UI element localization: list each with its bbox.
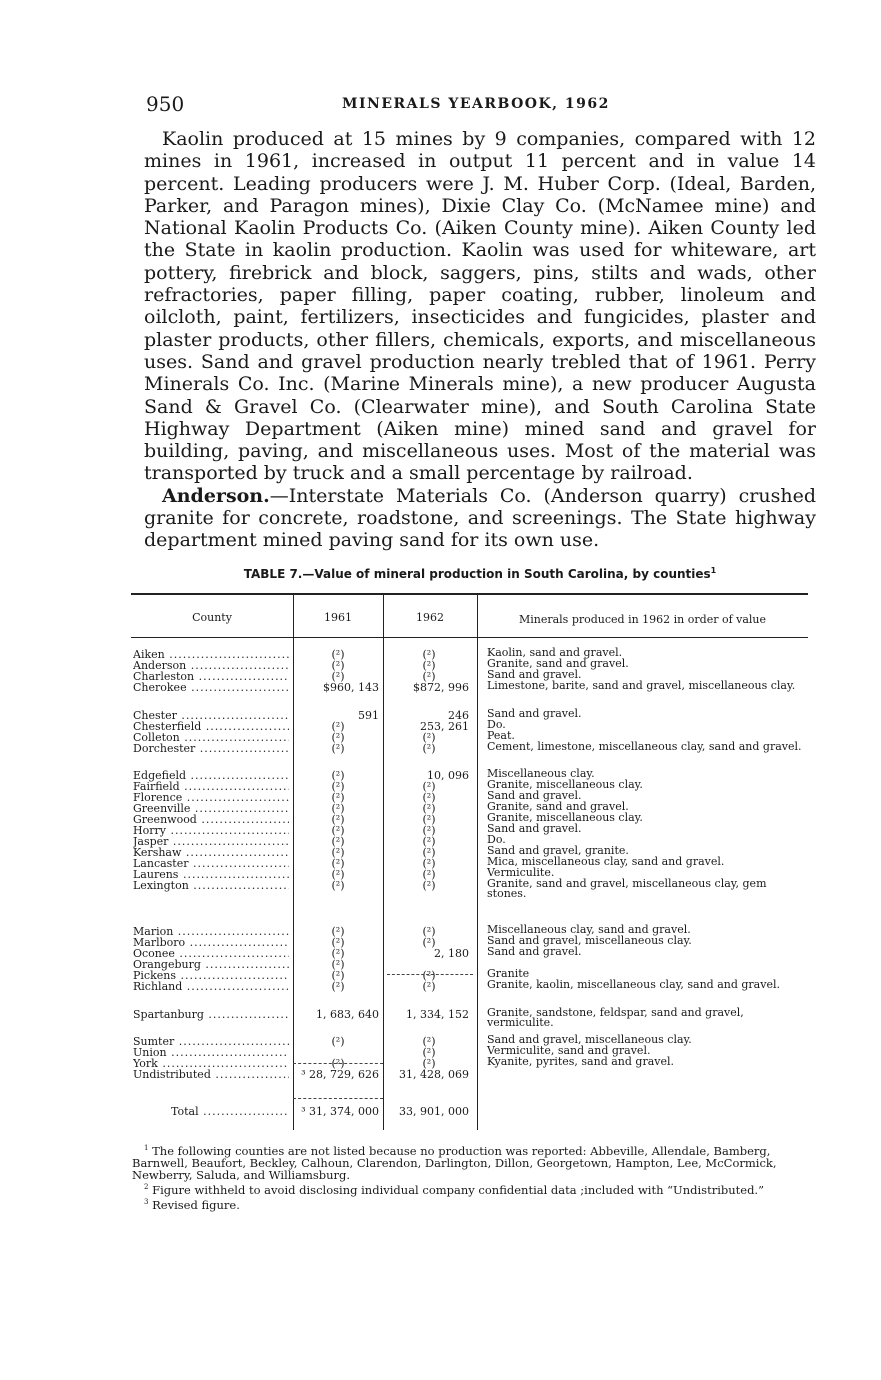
value-1961-cell: (²)	[331, 731, 345, 744]
value-1961-cell: (²)	[331, 879, 345, 892]
header-1961: 1961	[324, 611, 352, 624]
value-1961-cell: (²)	[331, 958, 345, 971]
value-1961-cell: (²)	[331, 980, 345, 993]
minerals-cell: Limestone, barite, sand and gravel, miscellaneous clay.	[487, 679, 796, 692]
footnote-1-mark: 1	[144, 1144, 149, 1152]
county-cell: Pickens .....	[133, 969, 289, 982]
total-1962: 33, 901, 000	[399, 1105, 469, 1118]
value-1961-cell: 1, 683, 640	[316, 1008, 379, 1021]
county-cell: Spartanburg .....	[133, 1008, 289, 1021]
header-1962: 1962	[416, 611, 444, 624]
separator-dashes	[293, 1098, 383, 1099]
value-1962-cell: (²)	[422, 1035, 436, 1048]
separator-dashes	[387, 974, 473, 975]
total-label: Total .....	[171, 1105, 289, 1118]
value-1961-cell: (²)	[331, 936, 345, 949]
value-1962-cell: (²)	[422, 936, 436, 949]
minerals-cell: Granite, miscellaneous clay.	[487, 778, 643, 791]
value-1962-cell: 1, 334, 152	[406, 1008, 469, 1021]
minerals-cell: Cement, limestone, miscellaneous clay, sand and gravel.	[487, 740, 802, 753]
value-1961-cell: 591	[358, 709, 379, 722]
table-caption-text: TABLE 7.—Value of mineral production in South Carolina, by counties	[243, 567, 711, 581]
minerals-cell: Peat.	[487, 729, 515, 742]
minerals-cell: Miscellaneous clay.	[487, 767, 595, 780]
minerals-cell: Granite, sandstone, feldspar, sand and gravel, vermiculite.	[487, 1006, 744, 1029]
minerals-cell: Do.	[487, 833, 506, 846]
county-cell: Richland .....	[133, 980, 289, 993]
minerals-cell: Vermiculite, sand and gravel.	[487, 1044, 651, 1057]
value-1961-cell: (²)	[331, 835, 345, 848]
value-1961-cell: (²)	[331, 742, 345, 755]
separator-dashes	[293, 1063, 383, 1064]
county-cell: Cherokee .....	[133, 681, 289, 694]
county-cell: Charleston .....	[133, 670, 289, 683]
value-1962-cell: 2, 180	[434, 947, 469, 960]
county-cell: Fairfield .....	[133, 780, 289, 793]
minerals-cell: Do.	[487, 718, 506, 731]
table-header-rule	[131, 637, 808, 638]
paragraph-kaolin: Kaolin produced at 15 mines by 9 companies, compared with 12 mines in 1961, increased in output 11 percent and in value 14 percent. Leading producers were J. M. Huber Corp. (Ideal, Barden, Parker, and Paragon mines), Dixie Clay Co. (McNamee mine) and National Kaolin Products Co. (Aiken County mine). Aiken County led the State in kaolin production. Kaolin was used for whiteware, art pottery, firebrick and block, saggers, pins, stilts and wads, other refractories, paper filling, paper coating, rubber, linoleum and oilcloth, paint, fertilizers, insecticides and fungicides, plaster and plaster products, other fillers, chemicals, exports, and miscellaneous uses. Sand and gravel production nearly trebled that of 1961. Perry Minerals Co. Inc. (Marine Minerals mine), a new producer Augusta Sand & Gravel Co. (Clearwater mine), and South Carolina State Highway Department (Aiken mine) mined sand and gravel for building, paving, and miscellaneous uses. Most of the material was transported by truck and a small percentage by railroad.	[144, 128, 816, 485]
value-1962-cell: (²)	[422, 1046, 436, 1059]
county-cell: Horry .....	[133, 824, 289, 837]
value-1961-cell: (²)	[331, 780, 345, 793]
county-cell: Lexington .....	[133, 879, 289, 892]
minerals-cell: Granite, sand and gravel.	[487, 657, 629, 670]
total-1961: ³ 31, 374, 000	[301, 1105, 379, 1118]
value-1962-cell: 31, 428, 069	[399, 1068, 469, 1081]
county-cell: Chester .....	[133, 709, 289, 722]
value-1962-cell: (²)	[422, 857, 436, 870]
anderson-lead: Anderson.	[162, 484, 270, 507]
county-cell: Laurens .....	[133, 868, 289, 881]
table-caption-footnote: 1	[710, 566, 717, 575]
value-1962-cell: (²)	[422, 802, 436, 815]
minerals-cell: Granite, sand and gravel.	[487, 800, 629, 813]
county-cell: Dorchester .....	[133, 742, 289, 755]
value-1961-cell: (²)	[331, 925, 345, 938]
value-1961-cell: (²)	[331, 720, 345, 733]
minerals-cell: Granite	[487, 967, 530, 980]
value-1962-cell: $872, 996	[413, 681, 469, 694]
county-cell: Union .....	[133, 1046, 289, 1059]
county-cell: Anderson .....	[133, 659, 289, 672]
minerals-cell: Granite, miscellaneous clay.	[487, 811, 643, 824]
value-1961-cell: (²)	[331, 648, 345, 661]
footnote-2-text: Figure withheld to avoid disclosing individual company confidential data ;included with “Undistributed.”	[152, 1183, 764, 1198]
total-row	[131, 1105, 808, 1118]
value-1962-cell: 253, 261	[420, 720, 469, 733]
value-1962-cell: (²)	[422, 670, 436, 683]
value-1962-cell: (²)	[422, 731, 436, 744]
county-cell: Lancaster .....	[133, 857, 289, 870]
value-1962-cell: 10, 096	[427, 769, 469, 782]
header-minerals: Minerals produced in 1962 in order of value	[518, 613, 767, 626]
page-header	[146, 92, 816, 116]
minerals-cell: Granite, kaolin, miscellaneous clay, sand and gravel.	[487, 978, 780, 991]
value-1961-cell: $960, 143	[323, 681, 379, 694]
running-head: MINERALS YEARBOOK, 1962	[342, 96, 610, 112]
minerals-cell: Sand and gravel.	[487, 822, 582, 835]
county-cell: Sumter .....	[133, 1035, 289, 1048]
value-1961-cell: (²)	[331, 857, 345, 870]
body-text	[144, 128, 816, 552]
county-cell: Colleton .....	[133, 731, 289, 744]
county-cell: Kershaw .....	[133, 846, 289, 859]
value-1962-cell: (²)	[422, 879, 436, 892]
table-caption	[144, 566, 816, 581]
value-1961-cell: (²)	[331, 868, 345, 881]
footnote-1	[132, 1142, 804, 1181]
table-row	[131, 742, 808, 755]
minerals-cell: Miscellaneous clay, sand and gravel.	[487, 923, 691, 936]
county-cell: Edgefield .....	[133, 769, 289, 782]
footnote-2-mark: 2	[144, 1183, 149, 1192]
footnote-2	[132, 1181, 804, 1196]
minerals-cell: Mica, miscellaneous clay, sand and gravel.	[487, 855, 725, 868]
value-1962-cell: (²)	[422, 648, 436, 661]
page-number: 950	[146, 92, 185, 116]
county-cell: Chesterfield .....	[133, 720, 289, 733]
value-1962-cell: (²)	[422, 868, 436, 881]
county-cell: Marlboro .....	[133, 936, 289, 949]
anderson-text: —Interstate Materials Co. (Anderson quarry) crushed granite for concrete, roadstone, and screenings. The State highway department mined paving sand for its own use.	[144, 484, 816, 552]
value-1961-cell: ³ 28, 729, 626	[301, 1068, 379, 1081]
minerals-cell: Sand and gravel.	[487, 789, 582, 802]
county-cell: Marion .....	[133, 925, 289, 938]
table-row	[131, 877, 808, 900]
footnote-3	[132, 1196, 804, 1211]
value-1962-cell: (²)	[422, 780, 436, 793]
value-1961-cell: (²)	[331, 802, 345, 815]
value-1962-cell: (²)	[422, 659, 436, 672]
value-1962-cell: (²)	[422, 813, 436, 826]
value-1962-cell: 246	[448, 709, 469, 722]
minerals-cell: Sand and gravel, miscellaneous clay.	[487, 934, 692, 947]
mineral-value-table	[131, 593, 808, 1130]
value-1961-cell: (²)	[331, 846, 345, 859]
value-1962-cell: (²)	[422, 824, 436, 837]
minerals-cell: Sand and gravel, granite.	[487, 844, 629, 857]
minerals-cell: Sand and gravel.	[487, 945, 582, 958]
minerals-cell: Sand and gravel.	[487, 707, 582, 720]
footnote-3-text: Revised figure.	[152, 1198, 240, 1213]
value-1961-cell: (²)	[331, 659, 345, 672]
value-1962-cell: (²)	[422, 1057, 436, 1070]
county-cell: York .....	[133, 1057, 289, 1070]
table-row	[131, 980, 808, 993]
paragraph-anderson	[144, 485, 816, 552]
minerals-cell: Sand and gravel.	[487, 668, 582, 681]
value-1961-cell: (²)	[331, 1057, 345, 1070]
county-cell: Jasper .....	[133, 835, 289, 848]
value-1962-cell: (²)	[422, 791, 436, 804]
value-1961-cell: (²)	[331, 813, 345, 826]
minerals-cell: Kaolin, sand and gravel.	[487, 646, 623, 659]
minerals-cell: Sand and gravel, miscellaneous clay.	[487, 1033, 692, 1046]
minerals-cell: Kyanite, pyrites, sand and gravel.	[487, 1055, 675, 1068]
value-1962-cell: (²)	[422, 980, 436, 993]
table-row	[131, 681, 808, 694]
county-cell: Greenville .....	[133, 802, 289, 815]
value-1962-cell: (²)	[422, 742, 436, 755]
value-1961-cell: (²)	[331, 1035, 345, 1048]
value-1961-cell: (²)	[331, 824, 345, 837]
value-1962-cell: (²)	[422, 925, 436, 938]
county-cell: Greenwood .....	[133, 813, 289, 826]
value-1961-cell: (²)	[331, 769, 345, 782]
value-1961-cell: (²)	[331, 670, 345, 683]
county-cell: Oconee .....	[133, 947, 289, 960]
county-cell: Undistributed .....	[133, 1068, 289, 1081]
table-row	[131, 1068, 808, 1081]
table-top-rule	[131, 593, 808, 595]
footnote-1-text: The following counties are not listed because no production was reported: Abbeville, Allendale, Bamberg, Barnwell, Beaufort, Beckley, Calhoun, Clarendon, Darlington, Dillon, Georgetown, Hampton, Lee, McCormick, Newberry, Saluda, and Williamsburg.	[132, 1143, 777, 1183]
county-cell: Orangeburg .....	[133, 958, 289, 971]
value-1961-cell: (²)	[331, 791, 345, 804]
minerals-cell: Granite, sand and gravel, miscellaneous clay, gem stones.	[487, 877, 767, 900]
value-1961-cell: (²)	[331, 969, 345, 982]
table-row	[131, 1006, 808, 1029]
table-footnotes	[132, 1142, 804, 1212]
footnote-3-mark: 3	[144, 1198, 149, 1207]
value-1962-cell: (²)	[422, 835, 436, 848]
header-county: County	[192, 611, 232, 624]
county-cell: Florence .....	[133, 791, 289, 804]
value-1962-cell: (²)	[422, 846, 436, 859]
county-cell: Aiken .....	[133, 648, 289, 661]
value-1961-cell: (²)	[331, 947, 345, 960]
minerals-cell: Vermiculite.	[487, 866, 555, 879]
value-1962-cell: (²)	[422, 969, 436, 982]
